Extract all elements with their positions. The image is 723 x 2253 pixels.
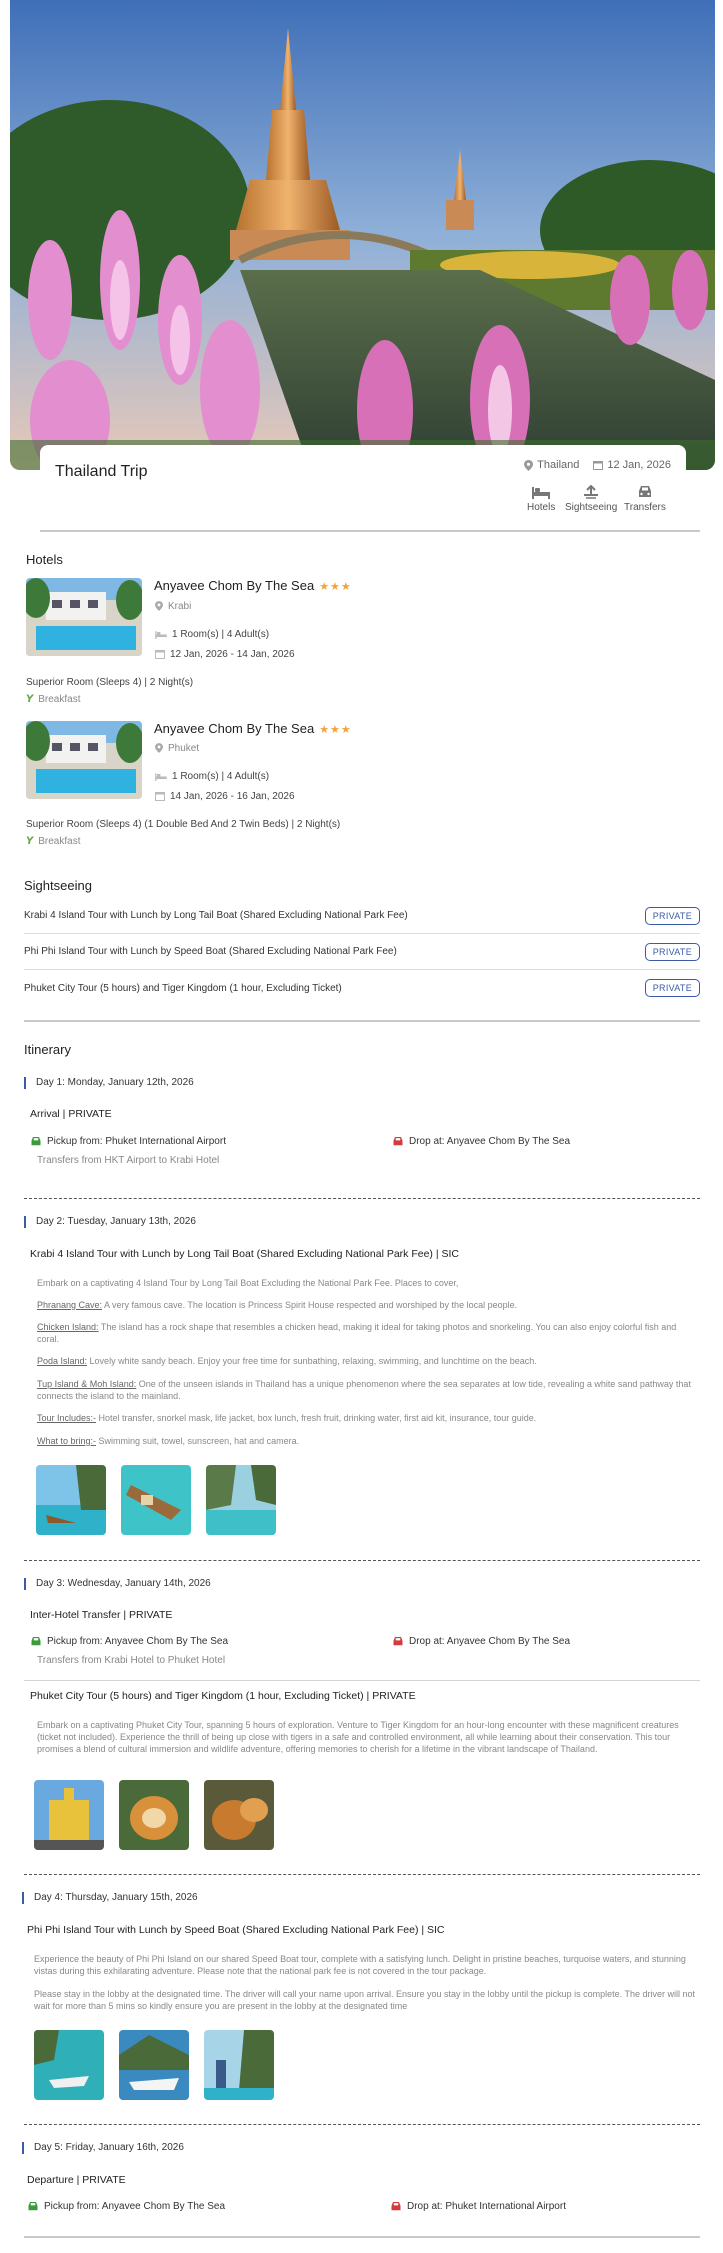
private-badge: PRIVATE: [645, 979, 700, 997]
hotel-location-text: Krabi: [168, 601, 192, 612]
activity-detail: [37, 1355, 697, 1367]
list-item: [24, 934, 700, 970]
divider: [24, 2236, 700, 2238]
service-sightseeing[interactable]: [565, 485, 617, 513]
trip-title: Thailand Trip: [55, 463, 148, 480]
car-drop-icon: [392, 1636, 404, 1647]
bed-icon: [532, 485, 550, 499]
calendar-icon: [593, 460, 603, 470]
drop-text: Drop at: Anyavee Chom By The Sea: [409, 1136, 571, 1147]
activity-photo: [34, 1780, 104, 1850]
hotel-location: [155, 743, 199, 754]
hotel-occupancy: [155, 771, 269, 782]
trip-date: [593, 459, 671, 471]
list-item: [24, 970, 700, 1006]
service-transfers-label: Transfers: [624, 502, 666, 513]
detail-label: Tour Includes:-: [37, 1413, 97, 1423]
day-separator: [24, 1560, 700, 1561]
activity-photo: [34, 2030, 104, 2100]
divider: [40, 530, 700, 532]
activity-title: Phuket City Tour (5 hours) and Tiger Kingdom (1 hour, Excluding Ticket) | PRIVATE: [30, 1690, 416, 1702]
hotel-room: Superior Room (Sleeps 4) | 2 Night(s): [26, 677, 194, 688]
activity-title: Phi Phi Island Tour with Lunch by Speed Boat (Shared Excluding National Park Fee) | SIC: [27, 1924, 445, 1936]
detail-text: One of the unseen islands in Thailand has a unique phenomenon where the sea separates at low tide, revealing a white sand pathway that connects the island to the mainland.: [37, 1379, 691, 1401]
detail-label: Tup Island & Moh Island:: [37, 1379, 137, 1389]
trip-meta: [524, 459, 671, 471]
activity-description: Experience the beauty of Phi Phi Island on our shared Speed Boat tour, complete with a satisfying lunch. Delight in pristine beaches, turquoise waters, and stunning vistas during this exhilarating adventure. Please note that the national park fee is not covered in the tour package.: [34, 1954, 686, 1976]
service-transfers[interactable]: [624, 485, 666, 513]
hero-image: [10, 0, 715, 470]
day-label: Day 1: Monday, January 12th, 2026: [24, 1077, 194, 1089]
hotel-dates-text: 12 Jan, 2026 - 14 Jan, 2026: [170, 649, 295, 660]
hotel-occupancy-text: 1 Room(s) | 4 Adult(s): [172, 771, 270, 782]
hotel-location: [155, 601, 191, 612]
list-item: [24, 898, 700, 934]
trip-summary-card: [40, 445, 686, 530]
activity-photo: [204, 2030, 274, 2100]
hotel-meal-text: Breakfast: [38, 694, 81, 705]
hotel-name: [154, 578, 352, 593]
divider: [24, 1020, 700, 1022]
day-label: Day 2: Tuesday, January 13th, 2026: [24, 1216, 196, 1228]
bed-icon: [155, 772, 167, 781]
pickup-info: [27, 2201, 225, 2212]
activity-photo: [206, 1465, 276, 1535]
drop-info: [390, 2201, 566, 2212]
sightseeing-name: Phi Phi Island Tour with Lunch by Speed Boat (Shared Excluding National Park Fee): [24, 946, 397, 957]
activity-detail: [37, 1412, 697, 1424]
activity-detail: [37, 1435, 697, 1447]
location-pin-icon: [155, 743, 163, 753]
day-separator: [24, 2124, 700, 2125]
activity-description: Embark on a captivating Phuket City Tour, spanning 5 hours of exploration. Venture to Tiger Kingdom for an hour-long encounter with these magnificent creatures (ticket not included). Experience the thrill of being up close with tigers in a safe and controlled environment, all while learning about their conservation. This tour promises a blend of cultural immersion and wildlife adventure, offering memories to cherish for a lifetime in the vibrant landscape of Thailand.: [37, 1720, 679, 1754]
activity-intro: Embark on a captivating 4 Island Tour by Long Tail Boat Excluding the National Park Fee. Places to cover,: [37, 1278, 459, 1288]
hotel-stars: ★★★: [319, 724, 352, 736]
drop-text: Drop at: Anyavee Chom By The Sea: [409, 1636, 571, 1647]
sightseeing-section-title: Sightseeing: [24, 878, 92, 893]
activity-detail: [37, 1378, 697, 1402]
pickup-text: Pickup from: Phuket International Airport: [47, 1136, 226, 1147]
day-label: Day 4: Thursday, January 15th, 2026: [22, 1892, 198, 1904]
fork-knife-icon: 𝙔: [26, 836, 34, 847]
activity-photo: [119, 1780, 189, 1850]
activity-detail: [37, 1299, 697, 1311]
private-badge: PRIVATE: [645, 943, 700, 961]
trip-destination: [524, 459, 579, 471]
hotel-occupancy-text: 1 Room(s) | 4 Adult(s): [172, 629, 270, 640]
pickup-info: [30, 1636, 228, 1647]
activity-title: Inter-Hotel Transfer | PRIVATE: [30, 1609, 173, 1621]
activity-title: Departure | PRIVATE: [27, 2174, 126, 2186]
day-label: Day 3: Wednesday, January 14th, 2026: [24, 1578, 211, 1590]
activity-photo: [119, 2030, 189, 2100]
day-separator: [24, 1198, 700, 1199]
hotel-dates: [155, 649, 295, 660]
hotel-meal: [26, 694, 81, 705]
transfer-note: Transfers from HKT Airport to Krabi Hotel: [37, 1155, 220, 1166]
detail-text: Swimming suit, towel, sunscreen, hat and camera.: [96, 1436, 300, 1446]
pickup-text: Pickup from: Anyavee Chom By The Sea: [47, 1636, 229, 1647]
hotel-dates-text: 14 Jan, 2026 - 16 Jan, 2026: [170, 791, 295, 802]
sightseeing-name: Krabi 4 Island Tour with Lunch by Long Tail Boat (Shared Excluding National Park Fee): [24, 910, 408, 921]
car-pickup-icon: [30, 1636, 42, 1647]
service-sightseeing-label: Sightseeing: [565, 502, 618, 513]
hotel-room: Superior Room (Sleeps 4) (1 Double Bed And 2 Twin Beds) | 2 Night(s): [26, 819, 341, 830]
car-drop-icon: [392, 1136, 404, 1147]
activity-title: Arrival | PRIVATE: [30, 1108, 112, 1120]
day-label: Day 5: Friday, January 16th, 2026: [22, 2142, 184, 2154]
detail-label: Phranang Cave:: [37, 1300, 103, 1310]
sightseeing-icon: [582, 485, 600, 499]
calendar-icon: [155, 649, 165, 659]
hotel-image: [26, 578, 142, 656]
calendar-icon: [155, 791, 165, 801]
detail-label: Chicken Island:: [37, 1322, 99, 1332]
pickup-info: [30, 1136, 226, 1147]
pickup-text: Pickup from: Anyavee Chom By The Sea: [44, 2201, 226, 2212]
location-pin-icon: [524, 460, 533, 471]
activity-photo: [204, 1780, 274, 1850]
divider: [24, 1680, 700, 1681]
trip-destination-label: Thailand: [537, 459, 580, 471]
sightseeing-name: Phuket City Tour (5 hours) and Tiger Kingdom (1 hour, Excluding Ticket): [24, 982, 342, 994]
hotel-name-text: Anyavee Chom By The Sea: [154, 578, 315, 593]
car-drop-icon: [390, 2201, 402, 2212]
activity-detail: [37, 1321, 697, 1345]
drop-info: [392, 1136, 570, 1147]
transfer-note: Transfers from Krabi Hotel to Phuket Hotel: [37, 1655, 226, 1666]
hotel-occupancy: [155, 629, 269, 640]
activity-note: Please stay in the lobby at the designated time. The driver will call your name upon arrival. Ensure you stay in the lobby until the pickup is complete. The driver will not wait for more than 5 mins so kindly ensure you are present in the lobby at the designated time: [34, 1989, 696, 2011]
car-pickup-icon: [27, 2201, 39, 2212]
detail-label: Poda Island:: [37, 1356, 88, 1366]
day-separator: [24, 1874, 700, 1875]
hotel-location-text: Phuket: [168, 743, 200, 754]
detail-text: Lovely white sandy beach. Enjoy your free time for sunbathing, relaxing, swimming, and lunchtime on the beach.: [87, 1356, 537, 1366]
activity-photo: [36, 1465, 106, 1535]
car-icon: [637, 485, 653, 499]
hotel-dates: [155, 791, 295, 802]
hotel-meal-text: Breakfast: [38, 836, 81, 847]
fork-knife-icon: 𝙔: [26, 694, 34, 705]
hotel-stars: ★★★: [319, 581, 352, 593]
hotel-name-text: Anyavee Chom By The Sea: [154, 721, 315, 736]
detail-text: The island has a rock shape that resembles a chicken head, making it ideal for taking photos and snorkeling. You can also enjoy colorful fish and coral.: [37, 1322, 677, 1344]
service-hotels[interactable]: [527, 485, 555, 513]
activity-photo: [121, 1465, 191, 1535]
detail-text: A very famous cave. The location is Princess Spirit House respected and worshiped by the local people.: [102, 1300, 518, 1310]
hotel-name: [154, 721, 352, 736]
private-badge: PRIVATE: [645, 907, 700, 925]
drop-info: [392, 1636, 570, 1647]
bed-icon: [155, 630, 167, 639]
trip-date-label: 12 Jan, 2026: [607, 459, 671, 471]
drop-text: Drop at: Phuket International Airport: [407, 2201, 566, 2212]
itinerary-section-title: Itinerary: [24, 1042, 71, 1057]
car-pickup-icon: [30, 1136, 42, 1147]
detail-label: What to bring:-: [37, 1436, 97, 1446]
hotel-image: [26, 721, 142, 799]
location-pin-icon: [155, 601, 163, 611]
service-hotels-label: Hotels: [527, 502, 556, 513]
activity-title: Krabi 4 Island Tour with Lunch by Long Tail Boat (Shared Excluding National Park Fee) | SIC: [30, 1248, 459, 1260]
detail-text: Hotel transfer, snorkel mask, life jacket, box lunch, fresh fruit, drinking water, first aid kit, insurance, tour guide.: [96, 1413, 537, 1423]
hotel-meal: [26, 836, 81, 847]
hotels-section-title: Hotels: [26, 552, 63, 567]
